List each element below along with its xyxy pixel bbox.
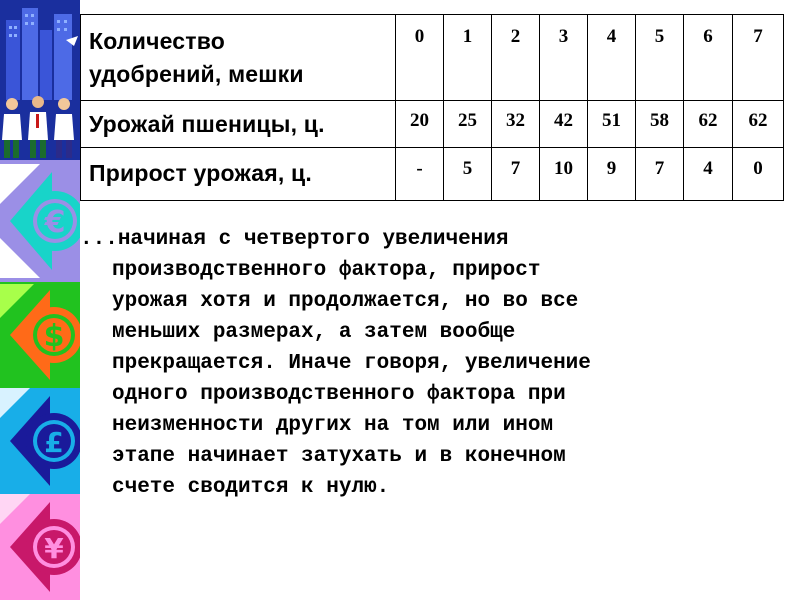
table-cell: 7 — [733, 15, 784, 101]
table-row-fertilizer-quantity — [81, 15, 784, 101]
table-cell: 58 — [636, 101, 684, 148]
euro-icon — [0, 160, 80, 282]
leading-ellipsis: ... — [80, 228, 118, 251]
table-cell: 51 — [588, 101, 636, 148]
svg-text:$: $ — [43, 319, 65, 354]
paragraph-line: счете сводится к нулю. — [112, 476, 390, 499]
row-label-line: Количество — [89, 28, 226, 54]
svg-text:€: € — [44, 205, 66, 240]
paragraph-line: неизменности других на том или ином — [112, 414, 554, 437]
fertilizer-yield-table — [80, 14, 784, 201]
row-label-fertilizer-quantity — [81, 15, 396, 101]
table-cell: 42 — [540, 101, 588, 148]
table-cell: 0 — [396, 15, 444, 101]
table-cell: 4 — [588, 15, 636, 101]
table-cell: 10 — [540, 148, 588, 201]
city-people-icon — [0, 0, 80, 160]
paragraph-line: производственного фактора, прирост — [112, 259, 541, 282]
dollar-icon — [0, 282, 80, 388]
table-cell: 1 — [444, 15, 492, 101]
table-cell: 4 — [684, 148, 733, 201]
table-cell: 5 — [636, 15, 684, 101]
row-label-line: удобрений, мешки — [89, 61, 304, 87]
table-cell: 32 — [492, 101, 540, 148]
paragraph-line: меньших размерах, а затем вообще — [112, 321, 516, 344]
paragraph-line: урожая хотя и продолжается, но во все — [112, 290, 579, 313]
table-cell: 62 — [684, 101, 733, 148]
table-row-yield-growth — [81, 148, 784, 201]
table-cell: - — [396, 148, 444, 201]
svg-text:¥: ¥ — [44, 532, 64, 565]
paragraph-line: одного производственного фактора при — [112, 383, 566, 406]
paragraph-line-text: начиная с четвертого увеличения — [117, 228, 509, 251]
table-cell: 25 — [444, 101, 492, 148]
explanation-paragraph — [80, 224, 780, 503]
table-row-wheat-yield — [81, 101, 784, 148]
paragraph-line: этапе начинает затухать и в конечном — [112, 445, 566, 468]
table-cell: 20 — [396, 101, 444, 148]
table-cell: 7 — [492, 148, 540, 201]
table-cell: 62 — [733, 101, 784, 148]
svg-text:£: £ — [44, 426, 64, 459]
table-cell: 2 — [492, 15, 540, 101]
table-cell: 5 — [444, 148, 492, 201]
table-cell: 9 — [588, 148, 636, 201]
row-label-wheat-yield: Урожай пшеницы, ц. — [81, 101, 396, 148]
yen-icon — [0, 494, 80, 600]
decorative-strip — [0, 0, 80, 600]
paragraph-line: прекращается. Иначе говоря, увеличение — [112, 352, 591, 375]
table-cell: 7 — [636, 148, 684, 201]
table-cell: 3 — [540, 15, 588, 101]
paragraph-line — [80, 224, 780, 255]
row-label-yield-growth: Прирост урожая, ц. — [81, 148, 396, 201]
table-cell: 0 — [733, 148, 784, 201]
pound-icon — [0, 388, 80, 494]
table-cell: 6 — [684, 15, 733, 101]
